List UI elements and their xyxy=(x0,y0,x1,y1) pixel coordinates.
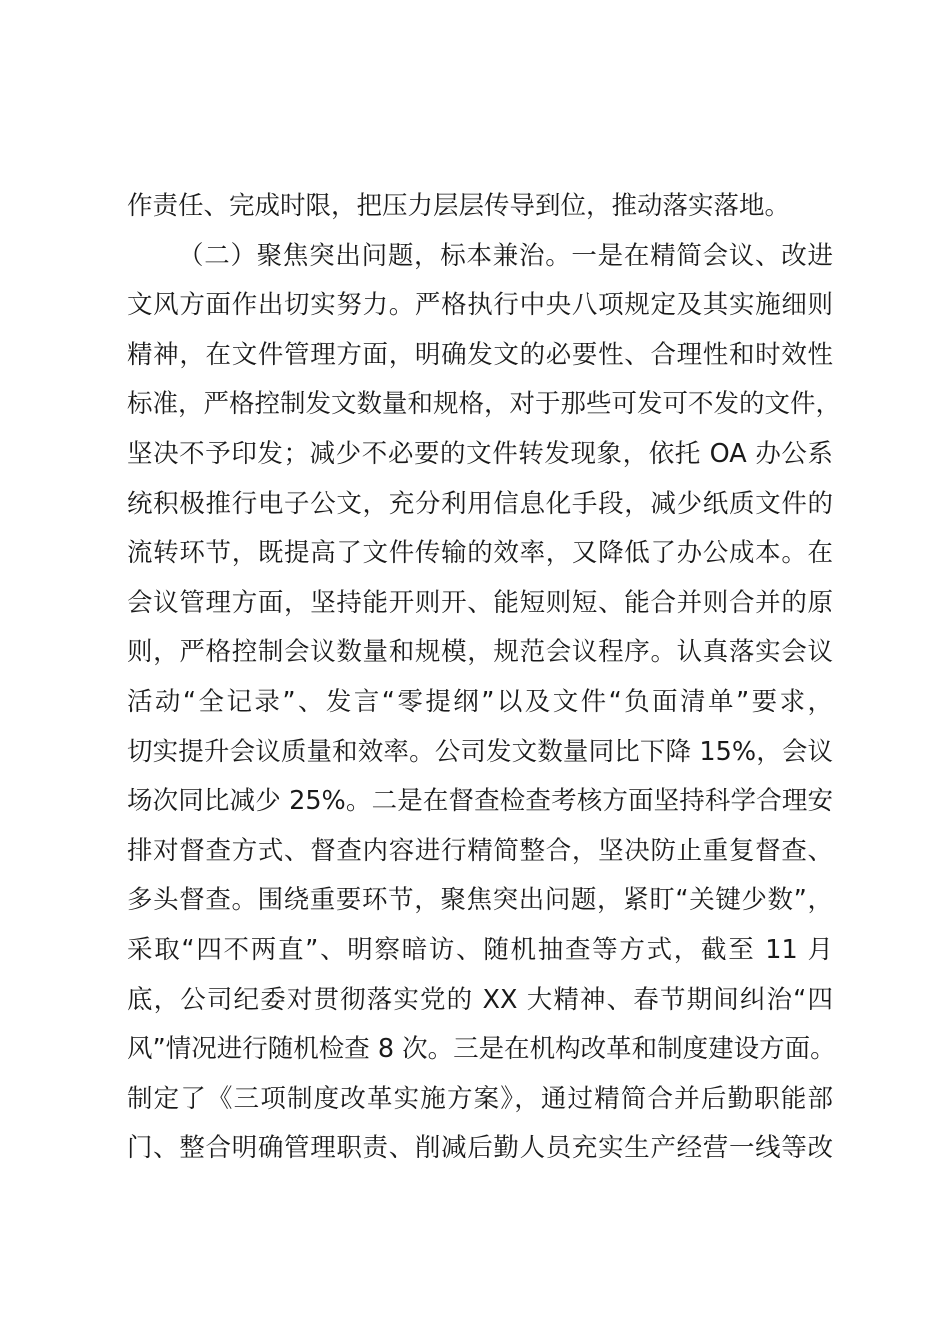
text-line: 门、整合明确管理职责、削减后勤人员充实生产经营一线等改 xyxy=(127,1133,833,1164)
text-line: 底，公司纪委对贯彻落实党的 XX 大精神、春节期间纠治“四 xyxy=(127,984,833,1015)
text-line: 制定了《三项制度改革实施方案》，通过精简合并后勤职能部 xyxy=(127,1083,833,1114)
text-line: 会议管理方面，坚持能开则开、能短则短、能合并则合并的原 xyxy=(127,587,833,618)
text-line: 作责任、完成时限，把压力层层传导到位，推动落实落地。 xyxy=(127,191,791,221)
text-line: 风”情况进行随机检查 8 次。三是在机构改革和制度建设方面。 xyxy=(127,1034,836,1065)
body-text xyxy=(127,182,842,1174)
text-line: 排对督查方式、督查内容进行精简整合，坚决防止重复督查、 xyxy=(127,835,833,866)
text-line: 精神，在文件管理方面，明确发文的必要性、合理性和时效性 xyxy=(127,339,833,370)
text-line: 切实提升会议质量和效率。公司发文数量同比下降 15%，会议 xyxy=(127,736,833,767)
text-line: 统积极推行电子公文，充分利用信息化手段，减少纸质文件的 xyxy=(127,488,833,519)
text-line: 则，严格控制会议数量和规模，规范会议程序。认真落实会议 xyxy=(127,637,833,668)
text-line: 标准，严格控制发文数量和规格，对于那些可发可不发的文件， xyxy=(127,389,842,420)
text-line: 坚决不予印发；减少不必要的文件转发现象，依托 OA 办公系 xyxy=(127,438,833,469)
text-line: 场次同比减少 25%。二是在督查检查考核方面坚持科学合理安 xyxy=(127,786,833,817)
paragraph-start-line: （二）聚焦突出问题，标本兼治。一是在精简会议、改进 xyxy=(178,240,833,271)
text-line: 活动“全记录”、发言“零提纲”以及文件“负面清单”要求， xyxy=(127,686,833,717)
text-line: 流转环节，既提高了文件传输的效率，又降低了办公成本。在 xyxy=(127,538,833,569)
text-line: 采取“四不两直”、明察暗访、随机抽查等方式，截至 11 月 xyxy=(127,934,833,965)
text-line: 文风方面作出切实努力。严格执行中央八项规定及其实施细则 xyxy=(127,290,833,321)
text-line: 多头督查。围绕重要环节，聚焦突出问题，紧盯“关键少数”， xyxy=(127,885,833,916)
